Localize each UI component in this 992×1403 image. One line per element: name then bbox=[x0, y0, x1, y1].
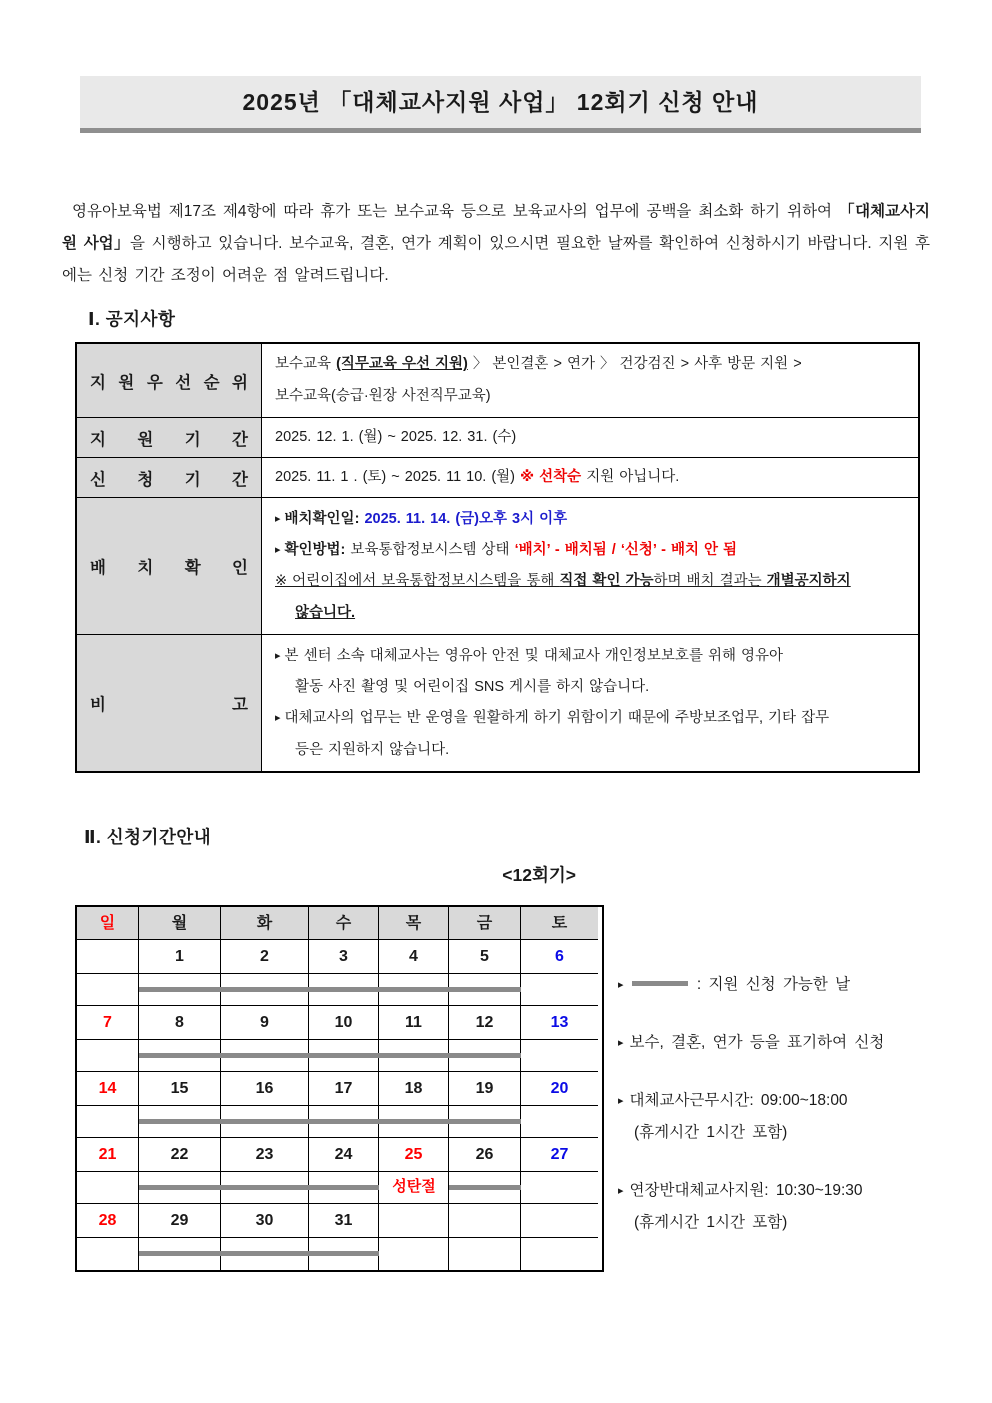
day-header-6: 금 bbox=[449, 907, 521, 940]
date-cell-29: 29 bbox=[139, 1204, 221, 1238]
calendar-header-row bbox=[77, 907, 602, 940]
application-available-bar bbox=[139, 1251, 379, 1256]
section2-heading: Ⅱ. 신청기간안내 bbox=[84, 827, 212, 847]
bullet-icon: ▸ bbox=[275, 544, 281, 557]
date-cell-14: 14 bbox=[77, 1072, 139, 1106]
application-available-bar bbox=[139, 1053, 521, 1058]
day-header-7: 토 bbox=[521, 907, 598, 940]
calendar-week-4-bar-row bbox=[77, 1172, 602, 1204]
bullet-icon: ▸ bbox=[618, 1095, 624, 1107]
date-cell-24: 24 bbox=[309, 1138, 379, 1172]
bar-cell bbox=[521, 1106, 598, 1138]
bullet-icon: ▸ bbox=[618, 1185, 624, 1197]
date-cell-12: 12 bbox=[449, 1006, 521, 1040]
bar-cell bbox=[449, 1238, 521, 1270]
table-row-support-period bbox=[77, 417, 918, 457]
date-cell-13: 13 bbox=[521, 1006, 598, 1040]
bullet-icon: ▸ bbox=[618, 1037, 624, 1049]
intro-text-2: 을 시행하고 있습니다. 보수교육, 결혼, 연가 계획이 있으시면 필요한 날짜를 확인하여 신청하시기 바랍니다. 지원 후에는 신청 기간 조정이 어려운 점 알려드립니다. bbox=[62, 234, 930, 284]
date-cell-19: 19 bbox=[449, 1072, 521, 1106]
table-row-priority bbox=[77, 344, 918, 417]
intro-program-name: 「대체교사지원 사업」 bbox=[62, 202, 930, 252]
application-available-bar bbox=[139, 1185, 379, 1190]
day-header-3: 화 bbox=[221, 907, 309, 940]
legend-item-extended-hours-sub: (휴게시간 1시간 포함) bbox=[634, 1214, 788, 1231]
date-cell-23: 23 bbox=[221, 1138, 309, 1172]
table-row-apply-period bbox=[77, 457, 918, 497]
application-available-bar bbox=[139, 987, 521, 992]
date-cell-8: 8 bbox=[139, 1006, 221, 1040]
table-row-remarks bbox=[77, 634, 918, 771]
date-cell-empty bbox=[77, 940, 139, 974]
date-cell-16: 16 bbox=[221, 1072, 309, 1106]
date-cell-22: 22 bbox=[139, 1138, 221, 1172]
day-header-5: 목 bbox=[379, 907, 449, 940]
page-title: 2025년 「대체교사지원 사업」 12회기 신청 안내 bbox=[242, 89, 759, 115]
date-cell-26: 26 bbox=[449, 1138, 521, 1172]
legend-item-available-day: ▸ : 지원 신청 가능한 날 bbox=[618, 976, 851, 993]
row-label-apply-period: 신 청 기 간 bbox=[77, 458, 262, 497]
calendar-week-3-bar-row bbox=[77, 1106, 602, 1138]
day-header-1: 일 bbox=[77, 907, 139, 940]
calendar-week-1-dates bbox=[77, 940, 602, 974]
date-cell-3: 3 bbox=[309, 940, 379, 974]
row-label-placement-check: 배 치 확 인 bbox=[77, 498, 262, 634]
legend-item-work-hours-sub: (휴게시간 1시간 포함) bbox=[634, 1124, 788, 1141]
calendar-table bbox=[75, 905, 604, 1272]
bar-cell bbox=[521, 1172, 598, 1204]
title-bar bbox=[80, 76, 921, 133]
date-cell-11: 11 bbox=[379, 1006, 449, 1040]
date-cell-21: 21 bbox=[77, 1138, 139, 1172]
bar-cell bbox=[77, 1238, 139, 1270]
calendar-week-4-dates bbox=[77, 1138, 602, 1172]
calendar-week-2-bar-row bbox=[77, 1040, 602, 1072]
intro-text-1: 영유아보육법 제17조 제4항에 따라 휴가 또는 보수교육 등으로 보육교사의 업무에 공백을 최소화 하기 위하여 bbox=[72, 202, 839, 220]
bar-cell bbox=[521, 1238, 598, 1270]
bar-cell bbox=[77, 1106, 139, 1138]
calendar-week-5-bar-row bbox=[77, 1238, 602, 1270]
date-cell-empty bbox=[449, 1204, 521, 1238]
priority-underlined: (직무교육 우선 지원) bbox=[336, 356, 468, 373]
gray-bar-swatch bbox=[632, 981, 688, 986]
date-cell-2: 2 bbox=[221, 940, 309, 974]
calendar-week-3-dates bbox=[77, 1072, 602, 1106]
first-come-note: ※ 선착순 bbox=[520, 469, 582, 486]
date-cell-9: 9 bbox=[221, 1006, 309, 1040]
day-header-2: 월 bbox=[139, 907, 221, 940]
bullet-icon: ▸ bbox=[618, 979, 624, 991]
holiday-label: 성탄절 bbox=[392, 1178, 436, 1195]
date-cell-7: 7 bbox=[77, 1006, 139, 1040]
date-cell-20: 20 bbox=[521, 1072, 598, 1106]
date-cell-6: 6 bbox=[521, 940, 598, 974]
row-value-remarks: ▸ 본 센터 소속 대체교사는 영유아 안전 및 대체교사 개인정보보호를 위해 영유아 활동 사진 촬영 및 어린이집 SNS 게시를 하지 않습니다. ▸ 대체교사의 업무는 반 운영을 원활하게 하기 위함이기 때문에 주방보조업무, 기타 잡무 등은 지원하지 않습니다. bbox=[262, 635, 918, 771]
row-value-apply-period: 2025. 11. 1 . (토) ~ 2025. 11 10. (월) ※ 선착순 지원 아닙니다. bbox=[275, 469, 680, 486]
legend-item-mark-reason: ▸ 보수, 결혼, 연가 등을 표기하여 신청 bbox=[618, 1034, 885, 1051]
intro-paragraph bbox=[62, 196, 930, 293]
date-cell-empty bbox=[379, 1204, 449, 1238]
date-cell-4: 4 bbox=[379, 940, 449, 974]
calendar-week-5-dates bbox=[77, 1204, 602, 1238]
row-label-remarks: 비 고 bbox=[77, 635, 262, 771]
calendar-week-2-dates bbox=[77, 1006, 602, 1040]
calendar-week-1-bar-row bbox=[77, 974, 602, 1006]
bullet-icon: ▸ bbox=[275, 712, 281, 725]
table-row-placement-check bbox=[77, 497, 918, 634]
notice-table bbox=[75, 342, 920, 773]
placement-date: 2025. 11. 14. (금)오후 3시 이후 bbox=[364, 511, 568, 527]
legend-item-work-hours: ▸ 대체교사근무시간: 09:00~18:00 bbox=[618, 1092, 848, 1109]
application-available-bar bbox=[449, 1185, 521, 1190]
date-cell-5: 5 bbox=[449, 940, 521, 974]
date-cell-27: 27 bbox=[521, 1138, 598, 1172]
bullet-icon: ▸ bbox=[275, 650, 281, 662]
row-value-priority: 보수교육 (직무교육 우선 지원) 〉 본인결혼 > 연가 〉 건강검진 > 사후 방문 지원 > 보수교육(승급·원장 사전직무교육) bbox=[275, 356, 802, 404]
row-label-priority: 지 원 우 선 순 위 bbox=[77, 344, 262, 417]
date-cell-28: 28 bbox=[77, 1204, 139, 1238]
date-cell-15: 15 bbox=[139, 1072, 221, 1106]
day-header-4: 수 bbox=[309, 907, 379, 940]
row-value-placement-check: ▸ 배치확인일: 2025. 11. 14. (금)오후 3시 이후 ▸ 확인방법: 보육통합정보시스템 상태 ‘배치’ - 배치됨 / ‘신청’ - 배치 안 됨 ※ 어린이집에서 보육통합정보시스템을 통해 직접 확인 가능하며 배치 결과는 개별공지하지 않습니다. bbox=[262, 498, 918, 634]
date-cell-1: 1 bbox=[139, 940, 221, 974]
date-cell-empty bbox=[521, 1204, 598, 1238]
date-cell-31: 31 bbox=[309, 1204, 379, 1238]
bar-cell bbox=[77, 1172, 139, 1204]
bar-cell bbox=[521, 1040, 598, 1072]
bar-cell bbox=[77, 974, 139, 1006]
calendar-caption: <12회기> bbox=[502, 865, 576, 885]
bar-cell bbox=[77, 1040, 139, 1072]
date-cell-18: 18 bbox=[379, 1072, 449, 1106]
date-cell-17: 17 bbox=[309, 1072, 379, 1106]
date-cell-25: 25 bbox=[379, 1138, 449, 1172]
date-cell-30: 30 bbox=[221, 1204, 309, 1238]
date-cell-10: 10 bbox=[309, 1006, 379, 1040]
section1-heading: Ⅰ. 공지사항 bbox=[88, 309, 176, 329]
bar-cell bbox=[379, 1238, 449, 1270]
row-value-support-period: 2025. 12. 1. (월) ~ 2025. 12. 31. (수) bbox=[275, 429, 517, 445]
placement-status-note: ‘배치’ - 배치됨 / ‘신청’ - 배치 안 됨 bbox=[514, 542, 738, 559]
bullet-icon: ▸ bbox=[275, 513, 281, 525]
legend-item-extended-hours: ▸ 연장반대체교사지원: 10:30~19:30 bbox=[618, 1182, 863, 1199]
application-available-bar bbox=[139, 1119, 521, 1124]
bar-cell bbox=[521, 974, 598, 1006]
row-label-support-period: 지 원 기 간 bbox=[77, 418, 262, 457]
